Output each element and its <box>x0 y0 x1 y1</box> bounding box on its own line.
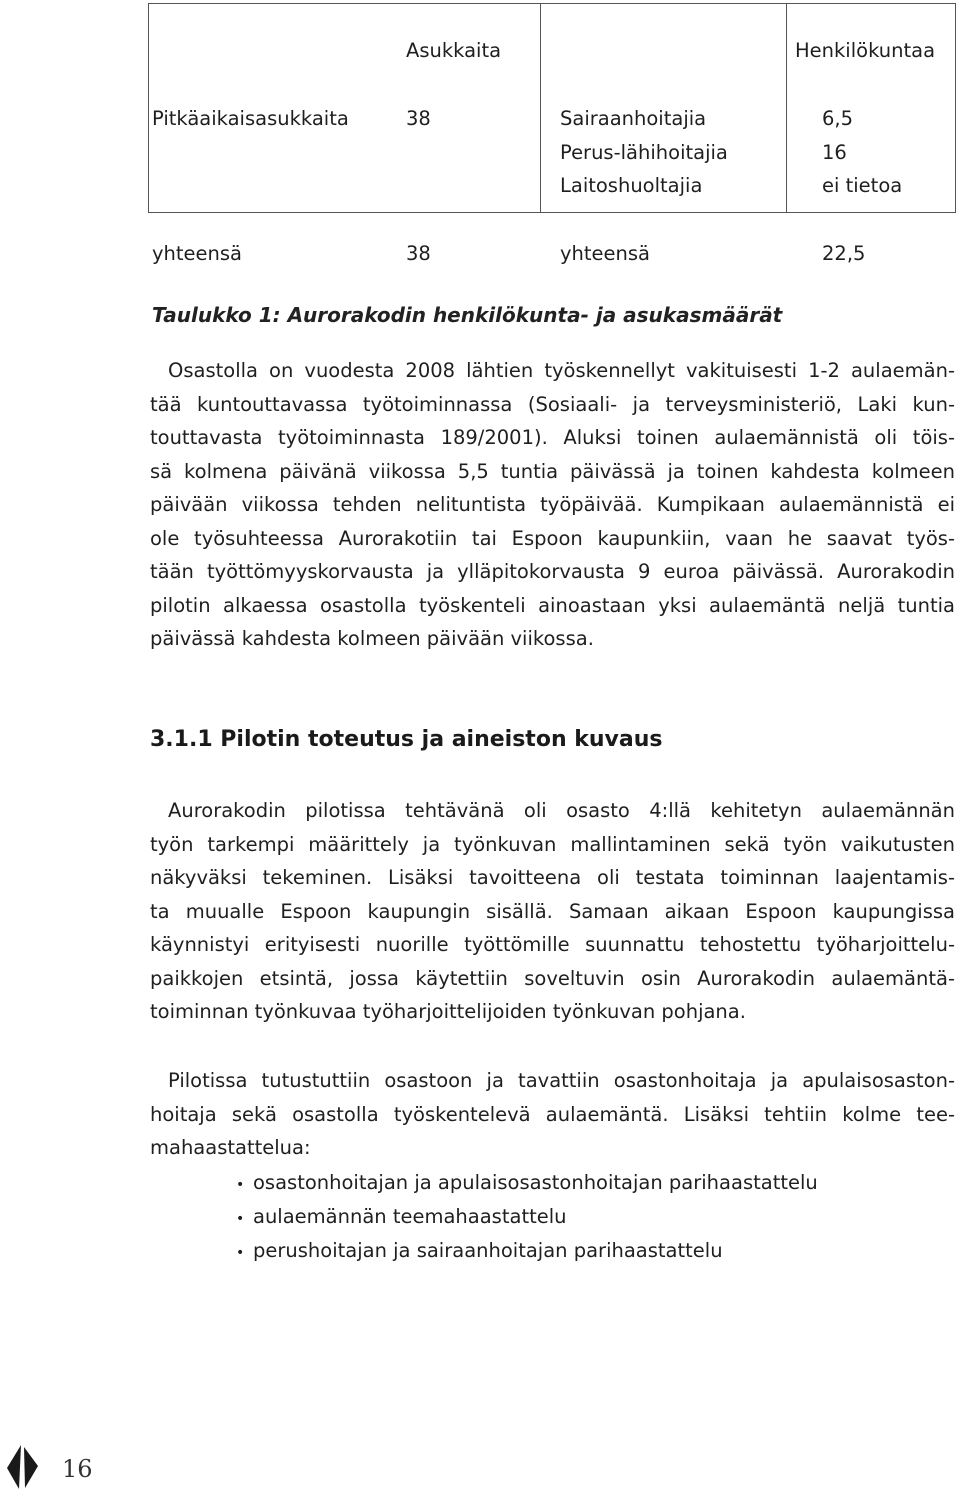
role-nurses: Sairaanhoitajia <box>560 107 707 130</box>
paragraph-line: päivään viikossa tehden nelituntista työpäivää. Kumpikaan aulaemännistä ei <box>150 493 955 516</box>
paragraph-line: pilotin alkaessa osastolla työskenteli ainoastaan yksi aulaemäntä neljä tuntia <box>150 593 955 617</box>
paragraph-line: ole työsuhteessa Aurorakotiin tai Espoon kaupunkiin, vaan he saavat työs- <box>150 526 955 550</box>
page-number: 16 <box>62 1455 93 1483</box>
paragraph-line: touttavasta työtoiminnasta 189/2001). Aluksi toinen aulaemännistä oli töis- <box>150 426 955 449</box>
paragraph-intro <box>150 354 955 656</box>
row-label-long-term-residents: Pitkäaikaisasukkaita <box>152 107 349 130</box>
staff-roles-list <box>560 102 728 203</box>
count-housekeepers: ei tietoa <box>822 174 903 197</box>
header-staff: Henkilökuntaa <box>795 39 936 62</box>
total-residents: 38 <box>406 242 431 265</box>
staff-counts-list <box>822 102 902 203</box>
interview-list <box>236 1166 818 1268</box>
paragraph-line: päivässä kahdesta kolmeen päivään viikossa. <box>150 627 594 650</box>
role-practical-nurses: Perus-lähihoitajia <box>560 140 728 164</box>
paragraph-line: paikkojen etsintä, jossa käytettiin soveltuvin osin Aurorakodin aulaemäntä- <box>150 966 955 990</box>
paragraph-line: sä kolmena päivänä viikossa 5,5 tuntia päivässä ja toinen kahdesta kolmeen <box>150 459 955 483</box>
paragraph-pilot <box>150 794 955 1029</box>
paragraph-line: mahaastattelua: <box>150 1136 311 1159</box>
list-item-text: aulaemännän teemahaastattelu <box>253 1205 567 1228</box>
table-divider-right <box>786 3 787 212</box>
paragraph-line: Osastolla on vuodesta 2008 lähtien työskennellyt vakituisesti 1-2 aulaemän- <box>168 359 955 382</box>
bullet-icon: • <box>236 1177 245 1193</box>
paragraph-line: käynnistyi erityisesti nuorille työttömille suunnattu tehostettu työharjoittelu- <box>150 933 955 956</box>
paragraph-line: toiminnan työnkuvaa työharjoittelijoiden työnkuvan pohjana. <box>150 1000 746 1023</box>
table-caption: Taulukko 1: Aurorakodin henkilökunta- ja asukasmäärät <box>152 303 783 327</box>
role-housekeepers: Laitoshuoltajia <box>560 174 703 197</box>
bullet-icon: • <box>236 1245 245 1261</box>
header-residents: Asukkaita <box>406 39 502 62</box>
paragraph-line: Aurorakodin pilotissa tehtävänä oli osasto 4:llä kehitetyn aulaemännän <box>168 799 955 822</box>
residents-count: 38 <box>406 107 431 130</box>
paragraph-line: hoitaja sekä osastolla työskentelevä aulaemäntä. Lisäksi tehtiin kolme tee- <box>150 1102 955 1126</box>
section-heading: 3.1.1 Pilotin toteutus ja aineiston kuvaus <box>150 727 663 752</box>
list-item <box>236 1234 818 1268</box>
table-divider-middle <box>540 3 541 212</box>
table-row-divider <box>148 212 956 213</box>
list-item <box>236 1166 818 1200</box>
total-label-staff: yhteensä <box>560 242 651 265</box>
table-border-top <box>148 3 956 4</box>
paragraph-line: Pilotissa tutustuttiin osastoon ja tavattiin osastonhoitaja ja apulaisosaston- <box>168 1069 955 1092</box>
count-nurses: 6,5 <box>822 107 854 130</box>
paragraph-line: tää kuntouttavassa työtoiminnassa (Sosiaali- ja terveysministeriö, Laki kun- <box>150 392 955 416</box>
paragraph-line: ta muualle Espoon kaupungin sisällä. Samaan aikaan Espoon kaupungissa <box>150 899 955 923</box>
table-border-left <box>148 3 149 212</box>
paragraph-line: tään työttömyyskorvausta ja ylläpitokorvausta 9 euroa päivässä. Aurorakodin <box>150 560 955 583</box>
bullet-icon: • <box>236 1211 245 1227</box>
table-border-right <box>955 3 956 212</box>
total-staff: 22,5 <box>822 242 866 265</box>
paragraph-line: näkyväksi tekeminen. Lisäksi tavoitteena oli testata toiminnan laajentamis- <box>150 866 955 889</box>
list-item-text: perushoitajan ja sairaanhoitajan parihaastattelu <box>253 1239 723 1262</box>
paragraph-interviews <box>150 1064 955 1165</box>
publisher-logo-icon <box>4 1444 40 1494</box>
count-practical-nurses: 16 <box>822 140 847 164</box>
list-item-text: osastonhoitajan ja apulaisosastonhoitajan parihaastattelu <box>253 1171 818 1194</box>
total-label-residents: yhteensä <box>152 242 243 265</box>
list-item <box>236 1200 818 1234</box>
paragraph-line: työn tarkempi määrittely ja työnkuvan mallintaminen sekä työn vaikutusten <box>150 832 955 856</box>
